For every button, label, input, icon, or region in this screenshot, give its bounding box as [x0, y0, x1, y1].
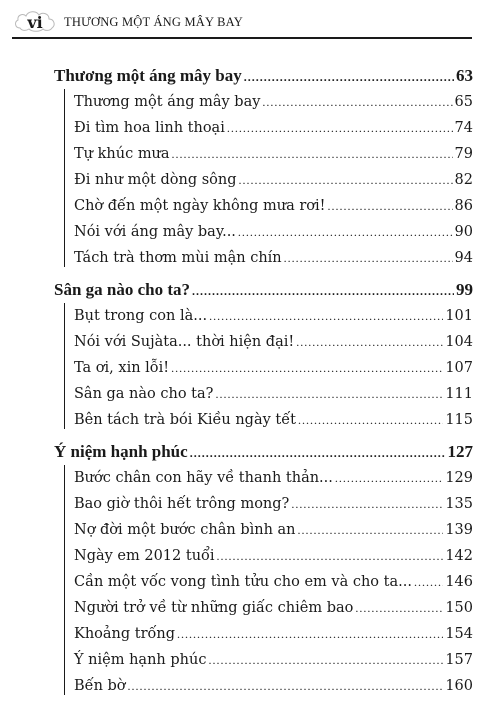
entry-title: Chờ đến một ngày không mưa rơi! [74, 198, 326, 214]
entry-title: Người trở về từ những giấc chiêm bao [74, 600, 354, 616]
toc-entry[interactable] [54, 303, 473, 329]
toc-section-heading[interactable] [54, 439, 473, 465]
dot-leader [190, 440, 446, 466]
toc-items [54, 303, 473, 433]
toc-entry[interactable] [54, 491, 473, 517]
entry-title: Thương một áng mây bay [74, 94, 261, 110]
toc-entry[interactable] [54, 219, 473, 245]
toc-entry[interactable] [54, 647, 473, 673]
entry-title: Bụt trong con là... [74, 308, 208, 324]
page-header [12, 6, 472, 38]
dot-leader [192, 278, 454, 304]
dot-leader [239, 167, 453, 193]
section-page-number: 99 [456, 280, 473, 299]
entry-title: Đi như một dòng sông [74, 172, 237, 188]
entry-page-number: 150 [445, 600, 473, 616]
toc-entry[interactable] [54, 193, 473, 219]
section-bracket-line [64, 89, 65, 267]
entry-title: Đi tìm hoa linh thoại [74, 120, 225, 136]
entry-title: Khoảng trống [74, 626, 176, 642]
entry-page-number: 79 [454, 146, 473, 162]
dot-leader [296, 329, 443, 355]
dot-leader [262, 89, 452, 115]
entry-page-number: 107 [445, 360, 473, 376]
toc-entry[interactable] [54, 621, 473, 647]
dot-leader [238, 219, 453, 245]
toc-entry[interactable] [54, 89, 473, 115]
toc-entry[interactable] [54, 141, 473, 167]
dot-leader [355, 595, 443, 621]
toc-entry[interactable] [54, 381, 473, 407]
section-page-number: 63 [456, 66, 473, 85]
entry-page-number: 74 [454, 120, 473, 136]
page-number-badge [12, 8, 58, 36]
dot-leader [128, 673, 444, 699]
toc-entry[interactable] [54, 517, 473, 543]
entry-title: Bao giờ thôi hết trông mong? [74, 496, 290, 512]
dot-leader [208, 647, 443, 673]
entry-page-number: 65 [454, 94, 473, 110]
entry-page-number: 90 [454, 224, 473, 240]
entry-page-number: 146 [445, 574, 473, 590]
toc-section-heading[interactable] [54, 63, 473, 89]
entry-title: Nói với áng mây bay... [74, 224, 236, 240]
dot-leader [215, 381, 443, 407]
entry-title: Nợ đời một bước chân bình an [74, 522, 296, 538]
dot-leader [298, 517, 444, 543]
entry-page-number: 94 [454, 250, 473, 266]
dot-leader [217, 543, 444, 569]
entry-title: Sân ga nào cho ta? [74, 386, 214, 402]
toc-entry[interactable] [54, 673, 473, 699]
entry-title: Cần một vốc vong tình tửu cho em và cho ta... [74, 574, 412, 590]
dot-leader [177, 621, 443, 647]
dot-leader [327, 193, 452, 219]
toc-items [54, 89, 473, 271]
section-bracket-line [64, 303, 65, 429]
dot-leader [244, 64, 454, 90]
entry-page-number: 142 [445, 548, 473, 564]
entry-page-number: 111 [445, 386, 473, 402]
toc-section-heading[interactable] [54, 277, 473, 303]
entry-title: Nói với Sujàta... thời hiện đại! [74, 334, 295, 350]
header-rule [12, 37, 472, 39]
toc-entry[interactable] [54, 329, 473, 355]
toc-entry[interactable] [54, 543, 473, 569]
dot-leader [209, 303, 443, 329]
entry-title: Tách trà thơm mùi mận chín [74, 250, 282, 266]
entry-page-number: 129 [445, 470, 473, 486]
entry-title: Tự khúc mưa [74, 146, 170, 162]
entry-page-number: 135 [445, 496, 473, 512]
toc-section [54, 63, 473, 271]
entry-title: Ngày em 2012 tuổi [74, 548, 215, 564]
section-title: Ý niệm hạnh phúc [54, 442, 188, 461]
table-of-contents [54, 63, 473, 699]
running-title: THƯƠNG MỘT ÁNG MÂY BAY [64, 15, 243, 29]
entry-page-number: 139 [445, 522, 473, 538]
entry-title: Bến bờ [74, 678, 126, 694]
toc-entry[interactable] [54, 465, 473, 491]
toc-section [54, 439, 473, 699]
entry-title: Bên tách trà bói Kiều ngày tết [74, 412, 296, 428]
dot-leader [284, 245, 453, 271]
toc-entry[interactable] [54, 595, 473, 621]
toc-entry[interactable] [54, 167, 473, 193]
toc-entry[interactable] [54, 245, 473, 271]
entry-page-number: 115 [445, 412, 473, 428]
toc-entry[interactable] [54, 407, 473, 433]
toc-entry[interactable] [54, 569, 473, 595]
dot-leader [171, 355, 443, 381]
entry-title: Ý niệm hạnh phúc [74, 652, 207, 668]
toc-section [54, 277, 473, 433]
entry-page-number: 157 [445, 652, 473, 668]
dot-leader [298, 407, 443, 433]
section-page-number: 127 [447, 442, 473, 461]
section-title: Thương một áng mây bay [54, 66, 242, 85]
entry-page-number: 160 [445, 678, 473, 694]
entry-page-number: 154 [445, 626, 473, 642]
entry-page-number: 86 [454, 198, 473, 214]
dot-leader [172, 141, 453, 167]
dot-leader [227, 115, 453, 141]
dot-leader [335, 465, 443, 491]
toc-entry[interactable] [54, 115, 473, 141]
section-title: Sân ga nào cho ta? [54, 280, 191, 299]
page-number: vi [27, 12, 43, 32]
toc-entry[interactable] [54, 355, 473, 381]
entry-page-number: 82 [454, 172, 473, 188]
toc-items [54, 465, 473, 699]
dot-leader [414, 569, 443, 595]
dot-leader [291, 491, 443, 517]
entry-title: Ta ơi, xin lỗi! [74, 360, 170, 376]
section-bracket-line [64, 465, 65, 695]
entry-title: Bước chân con hãy về thanh thản... [74, 470, 333, 486]
entry-page-number: 101 [445, 308, 473, 324]
entry-page-number: 104 [445, 334, 473, 350]
